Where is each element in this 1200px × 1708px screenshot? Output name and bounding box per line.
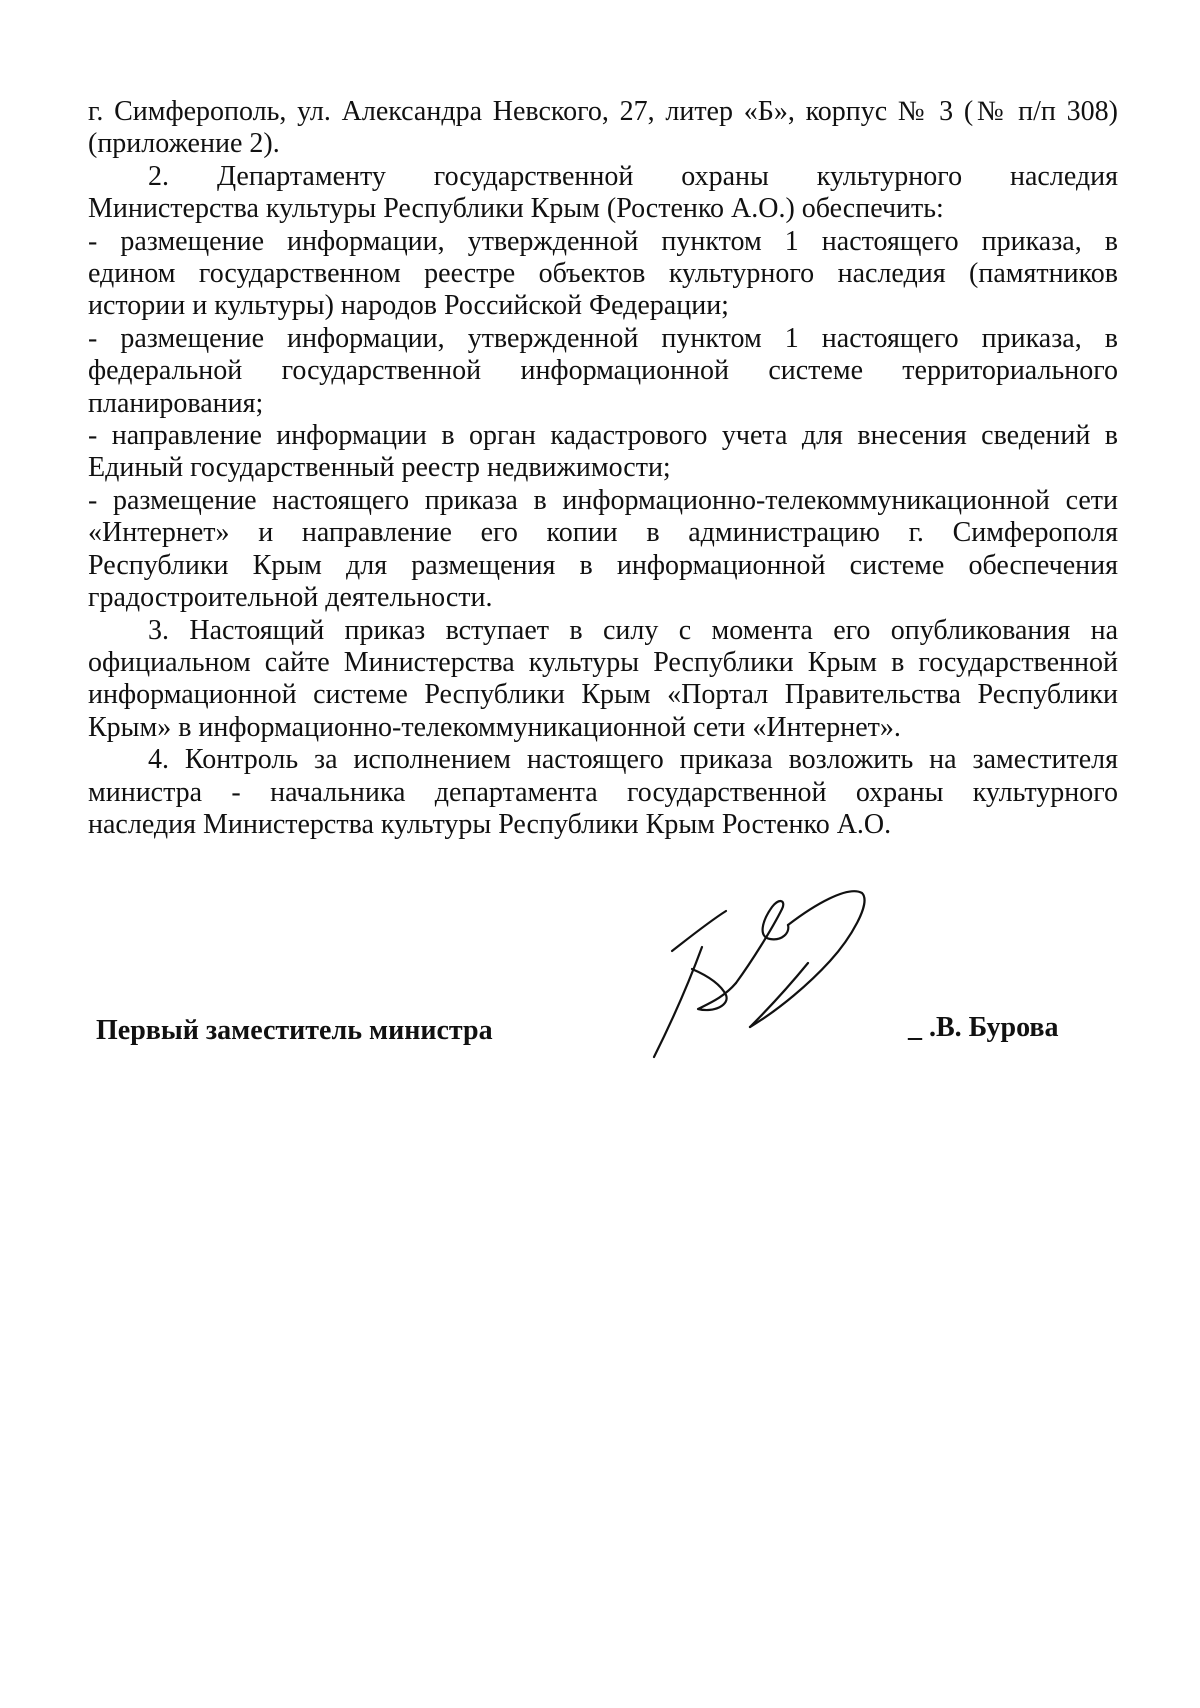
handwritten-signature — [640, 885, 910, 1065]
text-line: истории и культуры) народов Российской Федерации; — [88, 290, 729, 322]
text-line: - размещение информации, утвержденной пунктом 1 настоящего приказа, в — [88, 322, 1118, 354]
text-line: - размещение настоящего приказа в информационно-телекоммуникационной сети — [88, 484, 1118, 516]
text-line: Министерства культуры Республики Крым (Ростенко А.О.) обеспечить: — [88, 193, 944, 225]
paragraph-3-start: 3. Настоящий приказ вступает в силу с момента его опубликования на — [148, 614, 1118, 646]
text-line: официальном сайте Министерства культуры Республики Крым в государственной — [88, 646, 1118, 678]
text-line: едином государственном реестре объектов культурного наследия (памятников — [88, 258, 1118, 290]
text-line: федеральной государственной информационной системе территориального — [88, 355, 1118, 387]
text-line: министра - начальника департамента государственной охраны культурного — [88, 776, 1118, 808]
signatory-name: _ .В. Бурова — [908, 1012, 1059, 1043]
text-line: Единый государственный реестр недвижимости; — [88, 452, 671, 484]
paragraph-4-start: 4. Контроль за исполнением настоящего приказа возложить на заместителя — [148, 744, 1118, 776]
text-line: наследия Министерства культуры Республики Крым Ростенко А.О. — [88, 808, 892, 840]
text-line: планирования; — [88, 387, 264, 419]
text-line: Республики Крым для размещения в информационной системе обеспечения — [88, 549, 1118, 581]
text-line: градостроительной деятельности. — [88, 582, 493, 614]
document-body — [88, 96, 1118, 841]
text-line: - направление информации в орган кадастрового учета для внесения сведений в — [88, 420, 1118, 452]
text-line: г. Симферополь, ул. Александра Невского, 27, литер «Б», корпус № 3 (№ п/п 308) — [88, 96, 1118, 127]
text-line: «Интернет» и направление его копии в администрацию г. Симферополя — [88, 517, 1118, 549]
text-line: информационной системе Республики Крым «Портал Правительства Республики — [88, 679, 1118, 711]
signatory-title: Первый заместитель министра — [96, 1015, 493, 1046]
text-line: (приложение 2). — [88, 128, 280, 160]
text-line: Крым» в информационно-телекоммуникационной сети «Интернет». — [88, 711, 901, 743]
text-line: - размещение информации, утвержденной пунктом 1 настоящего приказа, в — [88, 225, 1118, 257]
paragraph-2-start: 2. Департаменту государственной охраны культурного наследия — [148, 160, 1118, 192]
